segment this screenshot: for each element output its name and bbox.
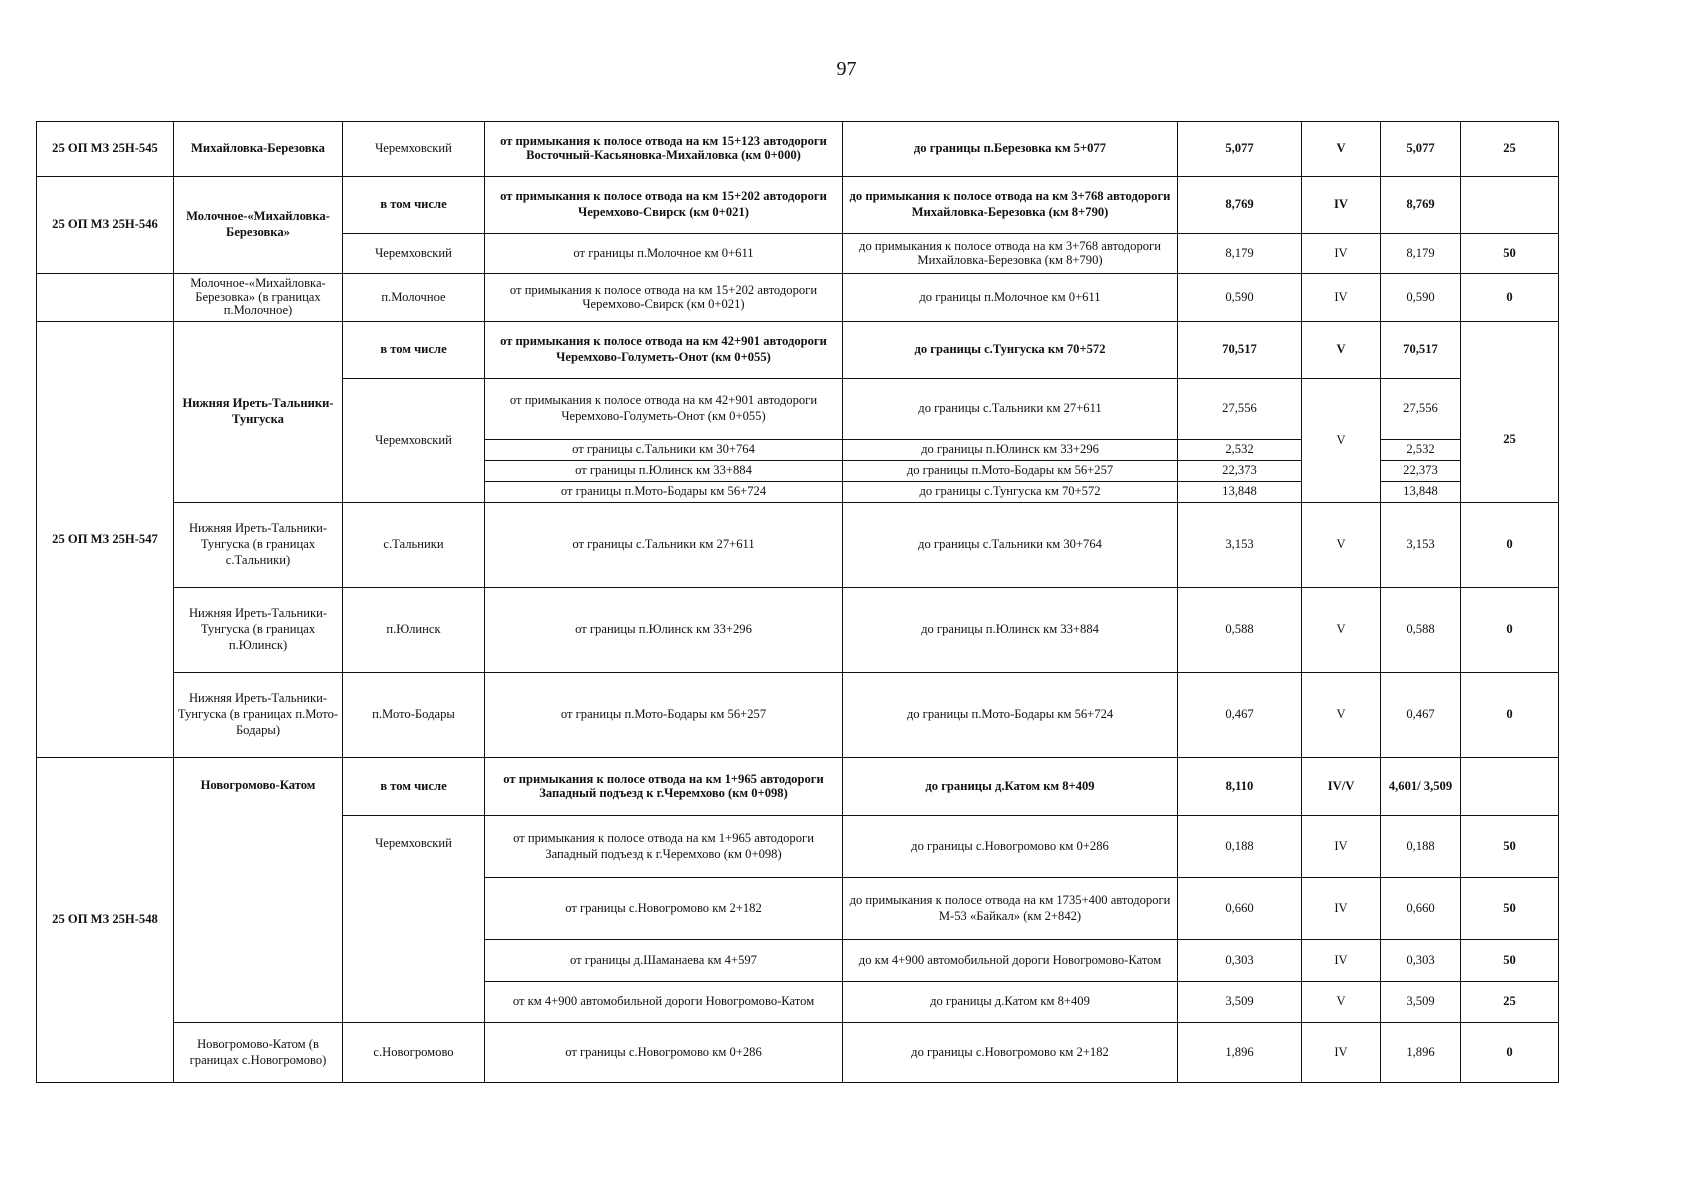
end-point-cell: до границы п.Юлинск км 33+296 bbox=[843, 440, 1178, 461]
road-code: 25 ОП МЗ 25Н-547 bbox=[37, 322, 174, 758]
end-point-cell: до границы д.Катом км 8+409 bbox=[843, 982, 1178, 1023]
category-cell: IV bbox=[1302, 1023, 1381, 1083]
start-point-cell: от примыкания к полосе отвода на км 1+965 автодороги Западный подъезд к г.Черемхово (км 0+098) bbox=[485, 758, 843, 816]
end-point-cell: до границы п.Мото-Бодары км 56+724 bbox=[843, 673, 1178, 758]
speed-limit-cell: 0 bbox=[1461, 673, 1559, 758]
end-point-cell: до границы п.Мото-Бодары км 56+257 bbox=[843, 461, 1178, 482]
road-name: Новогромово-Катом bbox=[174, 758, 343, 1023]
total-length-cell: 1,896 bbox=[1381, 1023, 1461, 1083]
end-point-cell: до границы с.Тальники км 27+611 bbox=[843, 379, 1178, 440]
speed-limit-cell: 50 bbox=[1461, 940, 1559, 982]
speed-limit-cell: 0 bbox=[1461, 588, 1559, 673]
category-cell: V bbox=[1302, 379, 1381, 503]
category-cell: IV/V bbox=[1302, 758, 1381, 816]
district-cell: в том числе bbox=[343, 177, 485, 234]
length-cell: 70,517 bbox=[1178, 322, 1302, 379]
road-name: Молочное-«Михайловка-Березовка» bbox=[174, 177, 343, 274]
road-name-settlement: Нижняя Иреть-Тальники-Тунгуска (в границах с.Тальники) bbox=[174, 503, 343, 588]
start-point-cell: от границы с.Новогромово км 0+286 bbox=[485, 1023, 843, 1083]
district-cell: Черемховский bbox=[343, 816, 485, 1023]
total-length-cell: 27,556 bbox=[1381, 379, 1461, 440]
end-point-cell: до границы д.Катом км 8+409 bbox=[843, 758, 1178, 816]
district-cell: в том числе bbox=[343, 322, 485, 379]
category-cell: IV bbox=[1302, 940, 1381, 982]
start-point-cell: от примыкания к полосе отвода на км 15+202 автодороги Черемхово-Свирск (км 0+021) bbox=[485, 274, 843, 322]
start-point-cell: от границы п.Юлинск км 33+884 bbox=[485, 461, 843, 482]
length-cell: 0,467 bbox=[1178, 673, 1302, 758]
speed-limit-cell: 0 bbox=[1461, 503, 1559, 588]
road-name-settlement: Молочное-«Михайловка-Березовка» (в границах п.Молочное) bbox=[174, 274, 343, 322]
total-length-cell: 4,601/ 3,509 bbox=[1381, 758, 1461, 816]
length-cell: 1,896 bbox=[1178, 1023, 1302, 1083]
length-cell: 8,110 bbox=[1178, 758, 1302, 816]
length-cell: 8,769 bbox=[1178, 177, 1302, 234]
district-cell: в том числе bbox=[343, 758, 485, 816]
speed-limit-cell: 0 bbox=[1461, 1023, 1559, 1083]
speed-limit-cell: 25 bbox=[1461, 379, 1559, 503]
length-cell: 5,077 bbox=[1178, 122, 1302, 177]
start-point-cell: от примыкания к полосе отвода на км 15+202 автодороги Черемхово-Свирск (км 0+021) bbox=[485, 177, 843, 234]
road-name: Нижняя Иреть-Тальники-Тунгуска bbox=[174, 322, 343, 503]
category-cell: V bbox=[1302, 322, 1381, 379]
end-point-cell: до примыкания к полосе отвода на км 1735+400 автодороги М-53 «Байкал» (км 2+842) bbox=[843, 878, 1178, 940]
total-length-cell: 3,153 bbox=[1381, 503, 1461, 588]
roads-table bbox=[36, 121, 1659, 1083]
end-point-cell: до границы п.Юлинск км 33+884 bbox=[843, 588, 1178, 673]
end-point-cell: до границы с.Тальники км 30+764 bbox=[843, 503, 1178, 588]
length-cell: 0,588 bbox=[1178, 588, 1302, 673]
total-length-cell: 13,848 bbox=[1381, 482, 1461, 503]
end-point-cell: до границы с.Тунгуска км 70+572 bbox=[843, 322, 1178, 379]
speed-limit-cell bbox=[1461, 177, 1559, 234]
length-cell: 0,303 bbox=[1178, 940, 1302, 982]
category-cell: IV bbox=[1302, 177, 1381, 234]
end-point-cell: до км 4+900 автомобильной дороги Новогромово-Катом bbox=[843, 940, 1178, 982]
speed-limit-cell: 0 bbox=[1461, 274, 1559, 322]
category-cell: V bbox=[1302, 673, 1381, 758]
length-cell: 0,660 bbox=[1178, 878, 1302, 940]
road-name-settlement: Новогромово-Катом (в границах с.Новогромово) bbox=[174, 1023, 343, 1083]
total-length-cell: 5,077 bbox=[1381, 122, 1461, 177]
speed-limit-cell: 50 bbox=[1461, 816, 1559, 878]
category-cell: IV bbox=[1302, 878, 1381, 940]
total-length-cell: 70,517 bbox=[1381, 322, 1461, 379]
district-cell: с.Тальники bbox=[343, 503, 485, 588]
road-name: Михайловка-Березовка bbox=[174, 122, 343, 177]
end-point-cell: до границы п.Молочное км 0+611 bbox=[843, 274, 1178, 322]
district-cell: с.Новогромово bbox=[343, 1023, 485, 1083]
table-row bbox=[37, 588, 1659, 673]
table-row bbox=[37, 322, 1659, 379]
length-cell: 3,509 bbox=[1178, 982, 1302, 1023]
table-row bbox=[37, 274, 1659, 322]
start-point-cell: от примыкания к полосе отвода на км 1+965 автодороги Западный подъезд к г.Черемхово (км 0+098) bbox=[485, 816, 843, 878]
category-cell: IV bbox=[1302, 274, 1381, 322]
total-length-cell: 0,588 bbox=[1381, 588, 1461, 673]
table-row bbox=[37, 122, 1659, 177]
length-cell: 2,532 bbox=[1178, 440, 1302, 461]
road-name-settlement: Нижняя Иреть-Тальники-Тунгуска (в границах п.Юлинск) bbox=[174, 588, 343, 673]
speed-limit-cell: 25 bbox=[1461, 122, 1559, 177]
category-cell: IV bbox=[1302, 816, 1381, 878]
speed-limit-cell: 50 bbox=[1461, 234, 1559, 274]
start-point-cell: от границы п.Молочное км 0+611 bbox=[485, 234, 843, 274]
category-cell: V bbox=[1302, 503, 1381, 588]
length-cell: 22,373 bbox=[1178, 461, 1302, 482]
road-code: 25 ОП МЗ 25Н-546 bbox=[37, 177, 174, 274]
start-point-cell: от границы п.Мото-Бодары км 56+724 bbox=[485, 482, 843, 503]
total-length-cell: 22,373 bbox=[1381, 461, 1461, 482]
end-point-cell: до границы с.Новогромово км 0+286 bbox=[843, 816, 1178, 878]
total-length-cell: 3,509 bbox=[1381, 982, 1461, 1023]
end-point-cell: до примыкания к полосе отвода на км 3+768 автодороги Михайловка-Березовка (км 8+790) bbox=[843, 234, 1178, 274]
category-cell: V bbox=[1302, 982, 1381, 1023]
district-cell: п.Юлинск bbox=[343, 588, 485, 673]
total-length-cell: 0,660 bbox=[1381, 878, 1461, 940]
district-cell: Черемховский bbox=[343, 379, 485, 503]
start-point-cell: от границы д.Шаманаева км 4+597 bbox=[485, 940, 843, 982]
table-row bbox=[37, 758, 1659, 816]
category-cell: V bbox=[1302, 122, 1381, 177]
district-cell: Черемховский bbox=[343, 234, 485, 274]
speed-limit-cell: 50 bbox=[1461, 878, 1559, 940]
start-point-cell: от границы с.Новогромово км 2+182 bbox=[485, 878, 843, 940]
end-point-cell: до примыкания к полосе отвода на км 3+768 автодороги Михайловка-Березовка (км 8+790) bbox=[843, 177, 1178, 234]
category-cell: V bbox=[1302, 588, 1381, 673]
table-row bbox=[37, 503, 1659, 588]
start-point-cell: от км 4+900 автомобильной дороги Новогромово-Катом bbox=[485, 982, 843, 1023]
total-length-cell: 2,532 bbox=[1381, 440, 1461, 461]
district-cell: п.Мото-Бодары bbox=[343, 673, 485, 758]
table-row bbox=[37, 177, 1659, 234]
start-point-cell: от границы п.Юлинск км 33+296 bbox=[485, 588, 843, 673]
start-point-cell: от примыкания к полосе отвода на км 42+901 автодороги Черемхово-Голуметь-Онот (км 0+055) bbox=[485, 322, 843, 379]
district-cell: п.Молочное bbox=[343, 274, 485, 322]
road-code: 25 ОП МЗ 25Н-548 bbox=[37, 758, 174, 1083]
end-point-cell: до границы п.Березовка км 5+077 bbox=[843, 122, 1178, 177]
end-point-cell: до границы с.Новогромово км 2+182 bbox=[843, 1023, 1178, 1083]
length-cell: 3,153 bbox=[1178, 503, 1302, 588]
total-length-cell: 0,188 bbox=[1381, 816, 1461, 878]
length-cell: 27,556 bbox=[1178, 379, 1302, 440]
total-length-cell: 0,590 bbox=[1381, 274, 1461, 322]
table-row bbox=[37, 1023, 1659, 1083]
start-point-cell: от границы п.Мото-Бодары км 56+257 bbox=[485, 673, 843, 758]
length-cell: 0,590 bbox=[1178, 274, 1302, 322]
start-point-cell: от примыкания к полосе отвода на км 15+123 автодороги Восточный-Касьяновка-Михайловка (км 0+000) bbox=[485, 122, 843, 177]
page-number: 97 bbox=[836, 58, 857, 80]
start-point-cell: от примыкания к полосе отвода на км 42+901 автодороги Черемхово-Голуметь-Онот (км 0+055) bbox=[485, 379, 843, 440]
road-name-settlement: Нижняя Иреть-Тальники-Тунгуска (в границах п.Мото-Бодары) bbox=[174, 673, 343, 758]
total-length-cell: 8,179 bbox=[1381, 234, 1461, 274]
length-cell: 13,848 bbox=[1178, 482, 1302, 503]
end-point-cell: до границы с.Тунгуска км 70+572 bbox=[843, 482, 1178, 503]
road-code: 25 ОП МЗ 25Н-545 bbox=[37, 122, 174, 177]
category-cell: IV bbox=[1302, 234, 1381, 274]
district-cell: Черемховский bbox=[343, 122, 485, 177]
table-row bbox=[37, 673, 1659, 758]
total-length-cell: 0,303 bbox=[1381, 940, 1461, 982]
total-length-cell: 0,467 bbox=[1381, 673, 1461, 758]
length-cell: 8,179 bbox=[1178, 234, 1302, 274]
speed-limit-cell: 25 bbox=[1461, 982, 1559, 1023]
length-cell: 0,188 bbox=[1178, 816, 1302, 878]
start-point-cell: от границы с.Тальники км 30+764 bbox=[485, 440, 843, 461]
start-point-cell: от границы с.Тальники км 27+611 bbox=[485, 503, 843, 588]
total-length-cell: 8,769 bbox=[1381, 177, 1461, 234]
